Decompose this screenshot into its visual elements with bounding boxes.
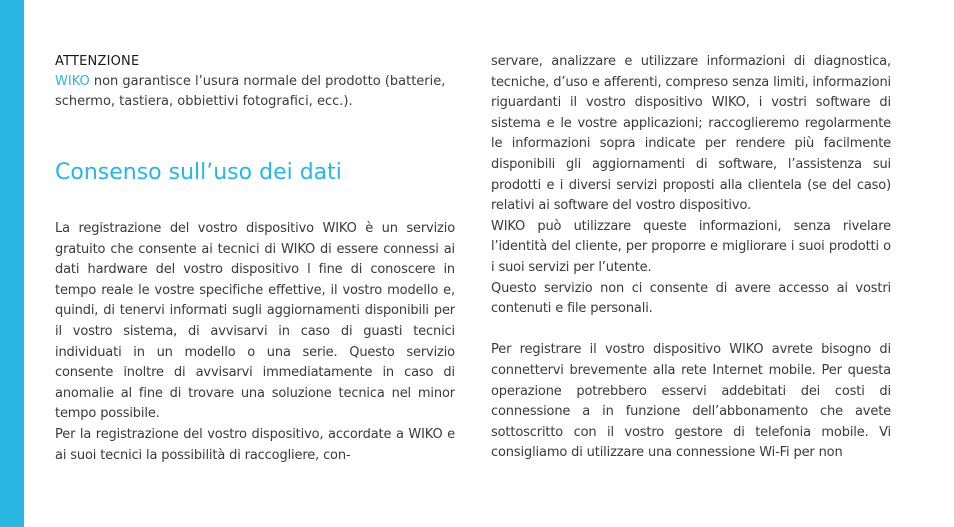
warning-body: non garantisce l’usura normale del prodotto (batterie, schermo, tastiera, obbiettivi fotografici, ecc.). [55, 74, 446, 109]
warning-title: ATTENZIONE [55, 54, 140, 69]
section-heading: Consenso sull’uso dei dati [55, 160, 342, 185]
warning-brand: WIKO [55, 74, 90, 89]
left-paragraph-1: La registrazione del vostro dispositivo WIKO è un servizio gratuito che consente ai tecnici di WIKO di essere connessi ai dati hardware del vostro dispositivo l fine di conoscere in tempo reale le vostre specifiche effettive, il vostro modello e, quindi, di tenervi informati sugli aggiornamenti disponibili per il vostro sistema, di avvisarvi in caso di guasti tecnici individuati in un modello o una serie. Questo servizio consente inoltre di avvisarvi immediatamente in caso di anomalie al fine di trovare una soluzione tecnica nel minor tempo possibile. [55, 221, 455, 422]
left-paragraph-2: Per la registrazione del vostro dispositivo, accordate a WIKO e ai suoi tecnici la possibilità di raccogliere, con- [55, 426, 455, 463]
right-column [491, 52, 891, 464]
right-paragraph-2: WIKO può utilizzare queste informazioni, senza rivelare l’identità del cliente, per proporre e migliorare i suoi prodotti o i suoi servizi per l’utente. [491, 218, 891, 275]
accent-side-bar [0, 0, 24, 527]
paragraph-spacer [491, 320, 891, 341]
warning-text [55, 72, 455, 112]
right-paragraph-1: servare, analizzare e utilizzare informazioni di diagnostica, tecniche, d’uso e afferenti, compreso senza limiti, informazioni riguardanti il vostro dispositivo WIKO, i vostri software di sistema e le vostre applicazioni; raccoglieremo regolarmente le informazioni sopra indicate per rendere più facilmente disponibili gli aggiornamenti di software, l’assistenza sui prodotti e i diversi servizi proposti alla clientela (se del caso) relativi ai software del vostro dispositivo. [491, 54, 891, 214]
right-paragraph-3: Questo servizio non ci consente di avere accesso ai vostri contenuti e file personali. [491, 280, 891, 317]
left-body [55, 219, 455, 466]
right-paragraph-4: Per registrare il vostro dispositivo WIKO avrete bisogno di connettervi brevemente alla rete Internet mobile. Per questa operazione potrebbero esservi addebitati dei costi di connessione a in funzione dell’abbonamento che avete sottoscritto con il vostro gestore di telefonia mobile. Vi consigliamo di utilizzare una connessione Wi-Fi per non [491, 342, 891, 461]
